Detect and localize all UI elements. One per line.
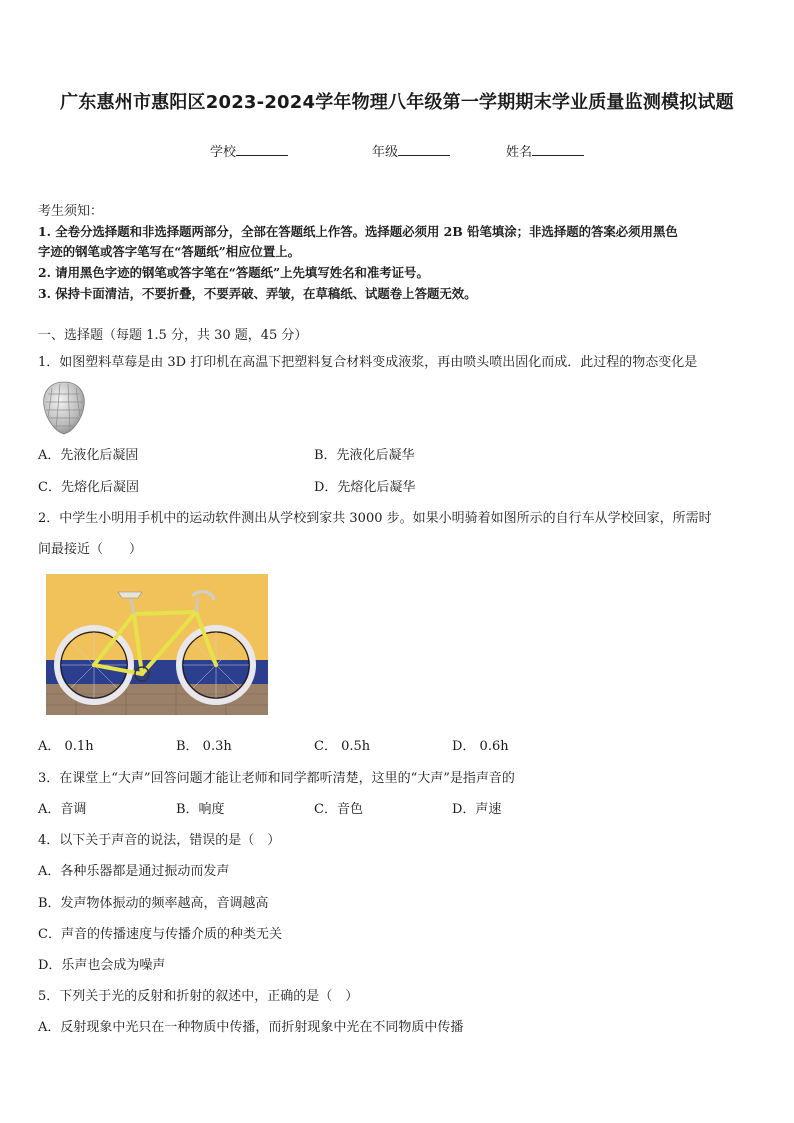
bicycle-icon	[46, 574, 268, 715]
q4-option-b: B．发声物体振动的频率越高，音调越高	[38, 896, 269, 911]
q1-option-a: A．先液化后凝固	[38, 448, 139, 463]
q2-stem-line2: 间最接近（ ）	[38, 542, 143, 557]
q2-option-d: D． 0.6h	[452, 739, 509, 754]
name-blank	[532, 143, 584, 156]
q2-option-a: A． 0.1h	[38, 739, 94, 754]
q1-stem: 1．如图塑料草莓是由 3D 打印机在高温下把塑料复合材料变成液浆，再由喷头喷出固化而成．此过程的物态变化是	[38, 355, 698, 370]
q2-stem-line1: 2．中学生小明用手机中的运动软件测出从学校到家共 3000 步。如果小明骑着如图所示的自行车从学校回家，所需时	[38, 511, 712, 526]
bicycle-image	[46, 574, 268, 715]
grade-blank	[398, 143, 450, 156]
q1-option-c: C．先熔化后凝固	[38, 480, 139, 495]
exam-title: 广东惠州市惠阳区2023-2024学年物理八年级第一学期期末学业质量监测模拟试题	[60, 92, 734, 113]
q2-option-b: B． 0.3h	[176, 739, 232, 754]
notice-line-1: 1. 全卷分选择题和非选择题两部分，全部在答题纸上作答。选择题必须用 2B 铅笔填涂；非选择题的答案必须用黑色	[38, 224, 678, 239]
strawberry-icon	[38, 378, 90, 436]
section-heading: 一、选择题（每题 1.5 分，共 30 题，45 分）	[38, 328, 308, 343]
q5-option-a: A．反射现象中光只在一种物质中传播，而折射现象中光在不同物质中传播	[38, 1020, 464, 1035]
q3-option-a: A．音调	[38, 802, 87, 817]
q4-stem: 4．以下关于声音的说法，错误的是（ ）	[38, 833, 281, 848]
q1-option-d: D．先熔化后凝华	[314, 480, 416, 495]
q3-stem: 3．在课堂上“大声”回答问题才能让老师和同学都听清楚，这里的“大声”是指声音的	[38, 771, 515, 786]
q3-option-b: B．响度	[176, 802, 225, 817]
q3-option-c: C．音色	[314, 802, 363, 817]
grade-field	[372, 141, 450, 160]
notice-line-2: 2. 请用黑色字迹的钢笔或答字笔在“答题纸”上先填写姓名和准考证号。	[38, 265, 429, 280]
q2-option-c: C． 0.5h	[314, 739, 371, 754]
q4-option-d: D．乐声也会成为噪声	[38, 958, 166, 973]
strawberry-image	[38, 378, 90, 436]
q4-option-a: A．各种乐器都是通过振动而发声	[38, 864, 230, 879]
notice-line-3: 3. 保持卡面清洁，不要折叠，不要弄破、弄皱，在草稿纸、试题卷上答题无效。	[38, 286, 477, 301]
q3-option-d: D．声速	[452, 802, 502, 817]
grade-label: 年级	[372, 145, 399, 160]
notice-heading: 考生须知：	[38, 204, 104, 219]
q4-option-c: C．声音的传播速度与传播介质的种类无关	[38, 927, 282, 942]
q1-option-b: B．先液化后凝华	[314, 448, 415, 463]
school-field	[210, 141, 288, 160]
school-label: 学校	[210, 145, 237, 160]
school-blank	[236, 143, 288, 156]
name-field	[506, 141, 584, 160]
notice-line-1-cont: 字迹的钢笔或答字笔写在“答题纸”相应位置上。	[38, 244, 301, 259]
q5-stem: 5．下列关于光的反射和折射的叙述中，正确的是（ ）	[38, 989, 359, 1004]
name-label: 姓名	[506, 145, 533, 160]
